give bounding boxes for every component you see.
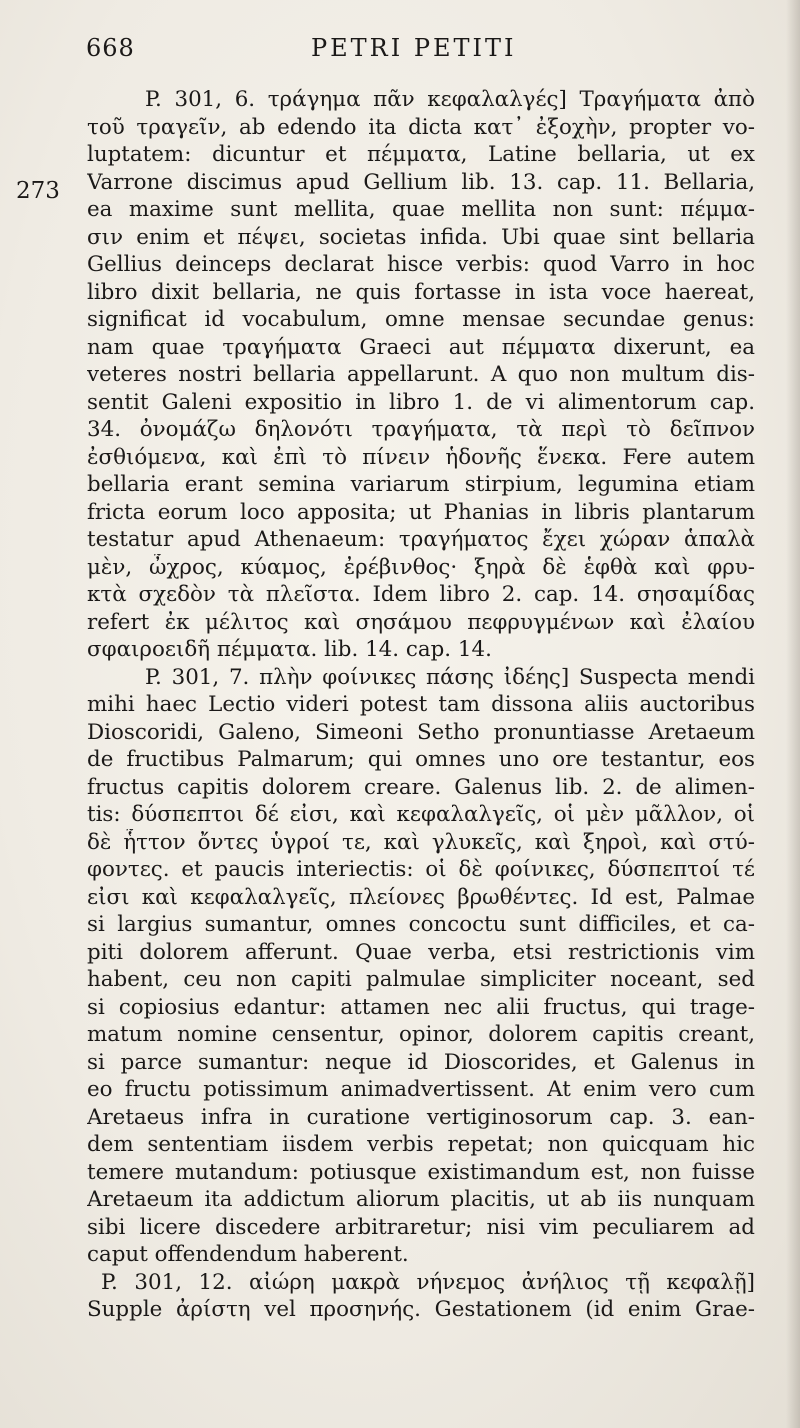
text-line: luptatem: dicuntur et πέμματα, Latine bellaria, ut ex [87, 142, 755, 167]
text-line: 34. ὀνομάζω δηλονότι τραγήματα, τὰ περὶ τὸ δεῖπνον [87, 417, 755, 442]
text-line: Supple ἀρίστη vel προσηνής. Gestationem (id enim Grae- [87, 1297, 755, 1322]
running-head: PETRI PETITI [311, 34, 517, 62]
text-line: significat id vocabulum, omne mensae secundae genus: [87, 307, 755, 332]
text-line: δὲ ἧττον ὄντες ὑγροί τε, καὶ γλυκεῖς, καὶ ξηροὶ, καὶ στύ- [87, 829, 755, 855]
text-line: Dioscoridi, Galeno, Simeoni Setho pronuntiasse Aretaeum [87, 719, 755, 745]
text-line: fructus capitis dolorem creare. Galenus lib. 2. de alimen- [87, 774, 755, 800]
text-line: dem sententiam iisdem verbis repetat; non quicquam hic [87, 1132, 755, 1157]
text-line: habent, ceu non capiti palmulae simpliciter noceant, sed [87, 967, 755, 992]
text-line: mihi haec Lectio videri potest tam dissona aliis auctoribus [87, 692, 755, 717]
page-header [86, 28, 760, 68]
text-line: Aretaeus infra in curatione vertiginosorum cap. 3. ean- [87, 1104, 755, 1130]
text-line: eo fructu potissimum animadvertissent. At enim vero cum [87, 1077, 755, 1102]
text-line: veteres nostri bellaria appellarunt. A quo non multum dis- [87, 362, 755, 387]
text-line: nam quae τραγήματα Graeci aut πέμματα dixerunt, ea [87, 334, 755, 360]
text-line: tis: δύσπεπτοι δέ εἰσι, καὶ κεφαλαλγεῖς, οἱ μὲν μᾶλλον, οἱ [87, 802, 755, 827]
text-line: libro dixit bellaria, ne quis fortasse in ista voce haereat, [87, 279, 755, 305]
text-line: P. 301, 6. τράγημα πᾶν κεφαλαλγές] Τραγήματα ἀπὸ [145, 87, 755, 112]
text-line: si copiosius edantur: attamen nec alii fructus, qui trage- [87, 994, 755, 1020]
text-line: P. 301, 12. αἰώρη μακρὰ νήνεμος ἀνήλιος τῇ κεφαλῇ] [101, 1269, 755, 1295]
text-line: de fructibus Palmarum; qui omnes uno ore testantur, eos [87, 747, 755, 772]
text-line: σφαιροειδῆ πέμματα. lib. 14. cap. 14. [87, 637, 492, 662]
text-line: κτὰ σχεδὸν τὰ πλεῖστα. Idem libro 2. cap. 14. σησαμίδας [87, 582, 755, 607]
text-line: P. 301, 7. πλὴν φοίνικες πάσης ἰδέης] Suspecta mendi [145, 664, 755, 690]
text-line: piti dolorem afferunt. Quae verba, etsi restrictionis vim [87, 939, 755, 965]
text-line: Varrone discimus apud Gellium lib. 13. cap. 11. Bellaria, [87, 169, 755, 195]
text-line: testatur apud Athenaeum: τραγήματος ἔχει χώραν ἁπαλὰ [87, 527, 755, 552]
text-line: σιν enim et πέψει, societas infida. Ubi quae sint bellaria [87, 224, 755, 250]
text-line: Aretaeum ita addictum aliorum placitis, ut ab iis nunquam [87, 1187, 755, 1212]
text-line: caput offendendum haberent. [87, 1242, 409, 1267]
margin-reference-number: 273 [16, 178, 60, 204]
text-line: ἐσθιόμενα, καὶ ἐπὶ τὸ πίνειν ἡδονῆς ἕνεκα. Fere autem [87, 444, 755, 470]
body-text [87, 86, 755, 1324]
text-line: fricta eorum loco apposita; ut Phanias in libris plantarum [87, 499, 755, 525]
text-line: ea maxime sunt mellita, quae mellita non sunt: πέμμα- [87, 197, 755, 222]
text-line: matum nomine censentur, opinor, dolorem capitis creant, [87, 1022, 755, 1047]
text-line: si parce sumantur: neque id Dioscorides, et Galenus in [87, 1049, 755, 1075]
text-line: bellaria erant semina variarum stirpium, legumina etiam [87, 472, 755, 497]
text-line: φοντες. et paucis interiectis: οἱ δὲ φοίνικες, δύσπεπτοί τέ [87, 857, 755, 882]
text-line: Gellius deinceps declarat hisce verbis: quod Varro in hoc [87, 252, 755, 277]
text-line: sibi licere discedere arbitraretur; nisi vim peculiarem ad [87, 1214, 755, 1240]
text-line: si largius sumantur, omnes concoctu sunt difficiles, et ca- [87, 912, 755, 937]
text-line: εἰσι καὶ κεφαλαλγεῖς, πλείονες βρωθέντες. Id est, Palmae [87, 884, 755, 910]
text-line: μὲν, ὦχρος, κύαμος, ἐρέβινθος· ξηρὰ δὲ ἑφθὰ καὶ φρυ- [87, 554, 755, 580]
page-number: 668 [86, 34, 135, 62]
text-line: sentit Galeni expositio in libro 1. de vi alimentorum cap. [87, 389, 755, 415]
text-line: temere mutandum: potiusque existimandum est, non fuisse [87, 1159, 755, 1185]
text-line: τοῦ τραγεῖν, ab edendo ita dicta κατ᾽ ἐξοχὴν, propter vo- [87, 114, 755, 140]
text-line: refert ἐκ μέλιτος καὶ σησάμου πεφρυγμένων καὶ ἐλαίου [87, 609, 755, 635]
